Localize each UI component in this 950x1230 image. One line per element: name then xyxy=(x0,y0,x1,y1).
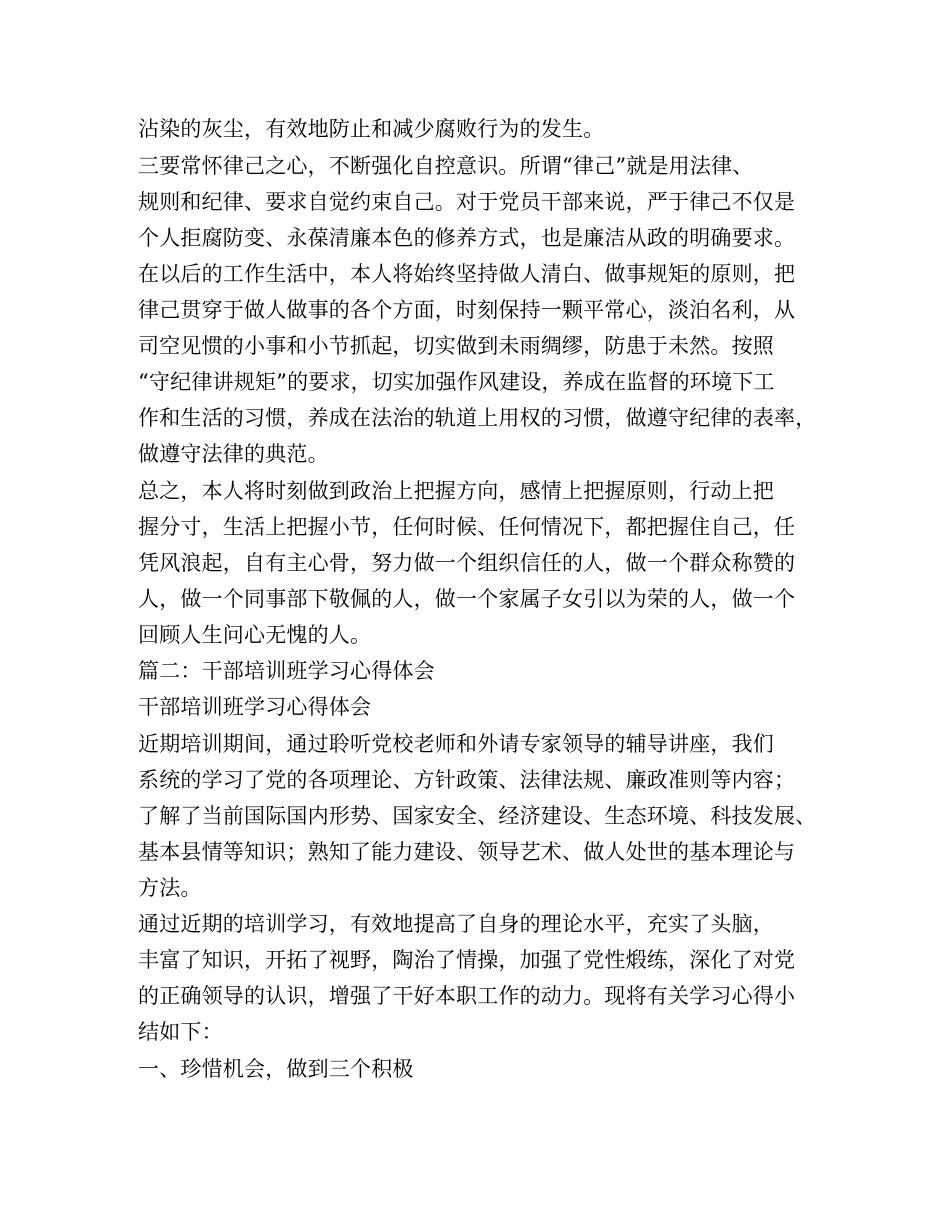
text-line: 三要常怀律己之心，不断强化自控意识。所谓“律己”就是用法律、 xyxy=(138,154,754,178)
list-heading: 一、珍惜机会，做到三个积极 xyxy=(138,1057,414,1081)
text-line: 作和生活的习惯，养成在法治的轨道上用权的习惯，做遵守纪律的表率， xyxy=(138,406,817,430)
text-line: 做遵守法律的典范。 xyxy=(138,442,329,466)
section-heading: 篇二：干部培训班学习心得体会 xyxy=(138,659,435,683)
text-line: 凭风浪起，自有主心骨，努力做一个组织信任的人，做一个群众称赞的 xyxy=(138,551,796,575)
text-line: 通过近期的培训学习，有效地提高了自身的理论水平，充实了头脑， xyxy=(138,912,774,936)
text-line: 沾染的灰尘，有效地防止和减少腐败行为的发生。 xyxy=(138,117,605,141)
text-line: 规则和纪律、要求自觉约束自己。对于党员干部来说，严于律己不仅是 xyxy=(138,190,796,214)
text-line: 方法。 xyxy=(138,876,202,900)
text-line: 司空见惯的小事和小节抓起，切实做到未雨绸缪，防患于未然。按照 xyxy=(138,334,774,358)
text-line: “守纪律讲规矩”的要求，切实加强作风建设，养成在监督的环境下工 xyxy=(138,370,775,394)
text-line: 结如下： xyxy=(138,1020,223,1044)
text-line: 在以后的工作生活中，本人将始终坚持做人清白、做事规矩的原则，把 xyxy=(138,262,796,286)
text-line: 人，做一个同事部下敬佩的人，做一个家属子女引以为荣的人，做一个 xyxy=(138,587,796,611)
text-line: 个人拒腐防变、永葆清廉本色的修养方式，也是廉洁从政的明确要求。 xyxy=(138,226,796,250)
text-line: 近期培训期间，通过聆听党校老师和外请专家领导的辅导讲座，我们 xyxy=(138,732,774,756)
text-line: 系统的学习了党的各项理论、方针政策、法律法规、廉政准则等内容； xyxy=(138,768,796,792)
text-line: 回顾人生问心无愧的人。 xyxy=(138,623,372,647)
text-line: 丰富了知识，开拓了视野，陶治了情操，加强了党性煅练，深化了对党 xyxy=(138,948,796,972)
text-line: 基本县情等知识；熟知了能力建设、领导艺术、做人处世的基本理论与 xyxy=(138,840,796,864)
text-line: 握分寸，生活上把握小节，任何时候、任何情况下，都把握住自己，任 xyxy=(138,515,796,539)
text-line: 的正确领导的认识，增强了干好本职工作的动力。现将有关学习心得小 xyxy=(138,984,796,1008)
text-line: 总之，本人将时刻做到政治上把握方向，感情上把握原则，行动上把 xyxy=(138,479,774,503)
section-subtitle: 干部培训班学习心得体会 xyxy=(138,695,372,719)
text-line: 了解了当前国际国内形势、国家安全、经济建设、生态环境、科技发展、 xyxy=(138,804,817,828)
text-line: 律己贯穿于做人做事的各个方面，时刻保持一颗平常心，淡泊名利，从 xyxy=(138,298,796,322)
